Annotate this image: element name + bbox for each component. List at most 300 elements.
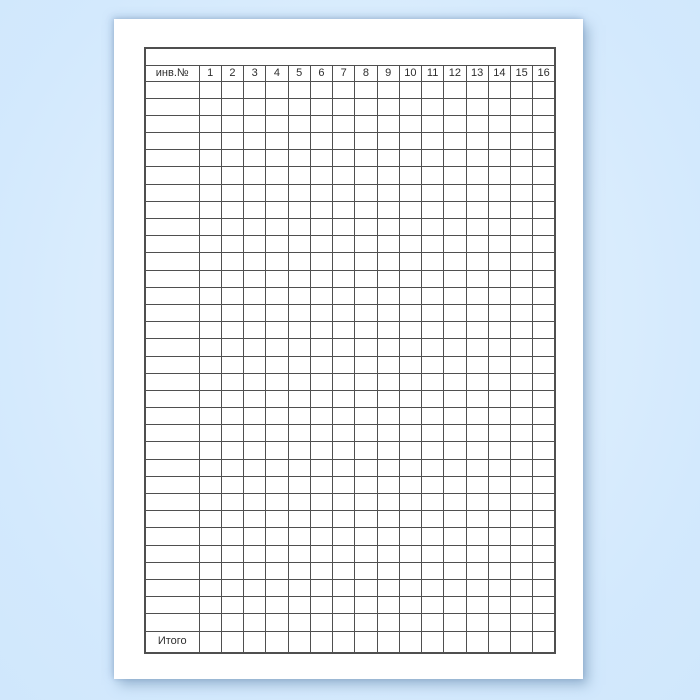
grid-cell <box>244 442 266 459</box>
grid-cell <box>333 201 355 218</box>
grid-cell <box>533 511 555 528</box>
grid-cell <box>511 236 533 253</box>
grid-cell <box>488 459 510 476</box>
grid-cell <box>533 545 555 562</box>
grid-cell <box>533 390 555 407</box>
grid-cell <box>466 322 488 339</box>
grid-cell <box>377 270 399 287</box>
grid-cell <box>533 98 555 115</box>
grid-cell <box>333 425 355 442</box>
grid-cell <box>221 270 243 287</box>
grid-cell <box>355 167 377 184</box>
grid-cell <box>221 408 243 425</box>
grid-cell <box>244 528 266 545</box>
grid-cell <box>221 459 243 476</box>
grid-cell <box>511 322 533 339</box>
grid-cell <box>422 81 444 98</box>
grid-cell <box>244 287 266 304</box>
grid-cell <box>221 356 243 373</box>
grid-cell <box>310 98 332 115</box>
column-header-cell: 8 <box>355 65 377 81</box>
grid-cell <box>266 545 288 562</box>
grid-cell <box>244 373 266 390</box>
grid-cell <box>399 339 421 356</box>
grid-cell <box>199 408 221 425</box>
table-row <box>145 373 555 390</box>
grid-cell <box>333 511 355 528</box>
grid-cell <box>333 98 355 115</box>
grid-cell <box>533 219 555 236</box>
grid-cell <box>533 562 555 579</box>
grid-cell <box>511 442 533 459</box>
grid-cell <box>288 133 310 150</box>
grid-cell <box>355 236 377 253</box>
grid-cell <box>399 98 421 115</box>
grid-cell <box>444 476 466 493</box>
grid-cell <box>533 167 555 184</box>
grid-cell <box>333 219 355 236</box>
grid-cell <box>288 253 310 270</box>
grid-cell <box>377 442 399 459</box>
grid-cell <box>444 459 466 476</box>
grid-cell <box>310 511 332 528</box>
grid-cell <box>355 287 377 304</box>
grid-cell <box>244 425 266 442</box>
column-header-cell: 4 <box>266 65 288 81</box>
grid-cell <box>310 253 332 270</box>
grid-cell <box>533 356 555 373</box>
grid-cell <box>288 511 310 528</box>
table-body <box>145 48 555 653</box>
grid-cell <box>355 322 377 339</box>
grid-cell <box>422 236 444 253</box>
grid-cell <box>511 528 533 545</box>
grid-cell <box>377 631 399 653</box>
grid-cell <box>266 562 288 579</box>
grid-cell <box>533 408 555 425</box>
grid-cell <box>466 442 488 459</box>
grid-cell <box>422 442 444 459</box>
grid-cell <box>511 253 533 270</box>
grid-cell <box>266 322 288 339</box>
grid-cell <box>533 579 555 596</box>
grid-cell <box>488 511 510 528</box>
grid-cell <box>244 562 266 579</box>
grid-cell <box>533 614 555 631</box>
grid-cell <box>333 184 355 201</box>
grid-cell <box>422 425 444 442</box>
grid-cell <box>310 339 332 356</box>
grid-cell <box>422 219 444 236</box>
grid-cell <box>288 459 310 476</box>
grid-cell <box>310 133 332 150</box>
grid-cell <box>488 390 510 407</box>
grid-cell <box>511 304 533 321</box>
grid-cell <box>444 408 466 425</box>
grid-cell <box>488 115 510 132</box>
grid-cell <box>221 562 243 579</box>
grid-cell <box>377 253 399 270</box>
table-row <box>145 133 555 150</box>
grid-cell <box>288 614 310 631</box>
grid-cell <box>199 511 221 528</box>
grid-cell <box>310 494 332 511</box>
grid-cell <box>288 167 310 184</box>
grid-cell <box>488 270 510 287</box>
grid-cell <box>355 494 377 511</box>
grid-cell <box>221 253 243 270</box>
grid-cell <box>355 614 377 631</box>
grid-cell <box>399 494 421 511</box>
grid-cell <box>199 304 221 321</box>
grid-cell <box>511 408 533 425</box>
grid-cell <box>488 408 510 425</box>
grid-cell <box>310 304 332 321</box>
grid-cell <box>221 184 243 201</box>
grid-cell <box>533 81 555 98</box>
grid-cell <box>333 356 355 373</box>
table-row <box>145 81 555 98</box>
grid-cell <box>244 201 266 218</box>
grid-cell <box>488 339 510 356</box>
grid-cell <box>221 614 243 631</box>
grid-cell <box>444 528 466 545</box>
grid-cell <box>288 81 310 98</box>
grid-cell <box>488 236 510 253</box>
row-label-cell <box>145 322 199 339</box>
grid-cell <box>266 614 288 631</box>
grid-cell <box>488 631 510 653</box>
grid-cell <box>244 98 266 115</box>
grid-cell <box>310 270 332 287</box>
grid-cell <box>266 494 288 511</box>
grid-cell <box>511 390 533 407</box>
table-row <box>145 579 555 596</box>
grid-cell <box>399 270 421 287</box>
grid-cell <box>377 425 399 442</box>
grid-cell <box>444 494 466 511</box>
table-row <box>145 322 555 339</box>
grid-cell <box>444 511 466 528</box>
grid-cell <box>488 304 510 321</box>
grid-cell <box>533 631 555 653</box>
column-header-cell: 12 <box>444 65 466 81</box>
grid-cell <box>377 579 399 596</box>
grid-cell <box>511 476 533 493</box>
grid-cell <box>199 390 221 407</box>
grid-cell <box>288 442 310 459</box>
grid-cell <box>333 579 355 596</box>
grid-cell <box>488 562 510 579</box>
grid-cell <box>333 304 355 321</box>
grid-cell <box>533 304 555 321</box>
grid-cell <box>422 511 444 528</box>
table-row <box>145 184 555 201</box>
table-row <box>145 150 555 167</box>
grid-cell <box>488 442 510 459</box>
grid-cell <box>266 219 288 236</box>
grid-cell <box>333 528 355 545</box>
table-row <box>145 528 555 545</box>
grid-cell <box>511 579 533 596</box>
table-row <box>145 476 555 493</box>
grid-cell <box>244 631 266 653</box>
table-row <box>145 270 555 287</box>
grid-cell <box>288 115 310 132</box>
grid-cell <box>533 425 555 442</box>
grid-cell <box>266 201 288 218</box>
grid-cell <box>511 373 533 390</box>
grid-cell <box>533 270 555 287</box>
grid-cell <box>488 545 510 562</box>
grid-cell <box>266 459 288 476</box>
row-label-cell <box>145 253 199 270</box>
grid-cell <box>466 219 488 236</box>
row-label-cell <box>145 219 199 236</box>
grid-cell <box>244 494 266 511</box>
grid-cell <box>221 579 243 596</box>
grid-cell <box>333 562 355 579</box>
grid-cell <box>355 408 377 425</box>
grid-cell <box>399 373 421 390</box>
column-header-cell: 16 <box>533 65 555 81</box>
inventory-table <box>144 47 556 654</box>
grid-cell <box>355 631 377 653</box>
table-row <box>145 545 555 562</box>
grid-cell <box>444 201 466 218</box>
grid-cell <box>422 459 444 476</box>
grid-cell <box>355 459 377 476</box>
grid-cell <box>221 115 243 132</box>
grid-cell <box>266 476 288 493</box>
grid-cell <box>244 184 266 201</box>
grid-cell <box>310 562 332 579</box>
table-row <box>145 236 555 253</box>
grid-cell <box>310 631 332 653</box>
grid-cell <box>221 304 243 321</box>
grid-cell <box>199 167 221 184</box>
grid-cell <box>488 322 510 339</box>
grid-cell <box>199 339 221 356</box>
grid-cell <box>288 494 310 511</box>
grid-cell <box>377 373 399 390</box>
row-label-cell <box>145 115 199 132</box>
row-label-cell <box>145 287 199 304</box>
grid-cell <box>221 631 243 653</box>
grid-cell <box>288 390 310 407</box>
grid-cell <box>444 219 466 236</box>
grid-cell <box>511 545 533 562</box>
table-top-spacer-row <box>145 48 555 65</box>
grid-cell <box>333 322 355 339</box>
grid-cell <box>310 476 332 493</box>
grid-cell <box>377 511 399 528</box>
grid-cell <box>377 528 399 545</box>
table-row <box>145 253 555 270</box>
column-header-cell: 3 <box>244 65 266 81</box>
table-row <box>145 98 555 115</box>
grid-cell <box>221 201 243 218</box>
grid-cell <box>399 253 421 270</box>
grid-cell <box>310 287 332 304</box>
grid-cell <box>399 133 421 150</box>
column-header-cell: 14 <box>488 65 510 81</box>
grid-cell <box>266 184 288 201</box>
column-header-cell: 13 <box>466 65 488 81</box>
grid-cell <box>288 562 310 579</box>
table-row <box>145 287 555 304</box>
grid-cell <box>466 201 488 218</box>
row-label-cell <box>145 150 199 167</box>
grid-cell <box>422 304 444 321</box>
grid-cell <box>266 304 288 321</box>
column-header-cell: 9 <box>377 65 399 81</box>
grid-cell <box>444 425 466 442</box>
grid-cell <box>422 133 444 150</box>
row-label-cell <box>145 236 199 253</box>
grid-cell <box>310 356 332 373</box>
grid-cell <box>288 219 310 236</box>
grid-cell <box>377 322 399 339</box>
grid-cell <box>221 373 243 390</box>
corner-label-cell: инв.№ <box>145 65 199 81</box>
grid-cell <box>422 408 444 425</box>
grid-cell <box>288 597 310 614</box>
grid-cell <box>244 614 266 631</box>
row-label-cell <box>145 373 199 390</box>
grid-cell <box>244 304 266 321</box>
grid-cell <box>221 545 243 562</box>
grid-cell <box>422 597 444 614</box>
grid-cell <box>511 133 533 150</box>
grid-cell <box>244 253 266 270</box>
grid-cell <box>199 287 221 304</box>
grid-cell <box>355 528 377 545</box>
grid-cell <box>221 81 243 98</box>
grid-cell <box>266 390 288 407</box>
grid-cell <box>377 614 399 631</box>
grid-cell <box>266 631 288 653</box>
grid-cell <box>399 614 421 631</box>
grid-cell <box>199 133 221 150</box>
grid-cell <box>266 167 288 184</box>
grid-cell <box>488 253 510 270</box>
grid-cell <box>333 253 355 270</box>
column-header-cell: 2 <box>221 65 243 81</box>
grid-cell <box>377 201 399 218</box>
grid-cell <box>199 98 221 115</box>
grid-cell <box>488 494 510 511</box>
table-row <box>145 390 555 407</box>
grid-cell <box>377 408 399 425</box>
grid-cell <box>377 390 399 407</box>
grid-cell <box>377 339 399 356</box>
row-label-cell <box>145 408 199 425</box>
grid-cell <box>244 390 266 407</box>
grid-cell <box>422 562 444 579</box>
grid-cell <box>266 133 288 150</box>
grid-cell <box>333 631 355 653</box>
grid-cell <box>444 133 466 150</box>
grid-cell <box>533 184 555 201</box>
grid-cell <box>466 545 488 562</box>
grid-cell <box>288 476 310 493</box>
grid-cell <box>466 373 488 390</box>
grid-cell <box>355 219 377 236</box>
grid-cell <box>422 579 444 596</box>
grid-cell <box>533 287 555 304</box>
grid-cell <box>488 81 510 98</box>
column-header-cell: 10 <box>399 65 421 81</box>
grid-cell <box>244 167 266 184</box>
row-label-cell <box>145 425 199 442</box>
grid-cell <box>310 459 332 476</box>
grid-cell <box>310 322 332 339</box>
grid-cell <box>444 545 466 562</box>
grid-cell <box>422 614 444 631</box>
grid-cell <box>444 253 466 270</box>
grid-cell <box>355 270 377 287</box>
grid-cell <box>310 81 332 98</box>
grid-cell <box>444 81 466 98</box>
grid-cell <box>422 339 444 356</box>
grid-cell <box>511 270 533 287</box>
grid-cell <box>221 476 243 493</box>
row-label-cell <box>145 390 199 407</box>
grid-cell <box>333 373 355 390</box>
grid-cell <box>333 597 355 614</box>
grid-cell <box>466 81 488 98</box>
grid-cell <box>355 253 377 270</box>
grid-cell <box>266 270 288 287</box>
grid-cell <box>399 356 421 373</box>
grid-cell <box>377 545 399 562</box>
spacer-cell <box>145 48 555 65</box>
grid-cell <box>488 528 510 545</box>
grid-cell <box>511 459 533 476</box>
grid-cell <box>533 236 555 253</box>
grid-cell <box>244 459 266 476</box>
grid-cell <box>355 304 377 321</box>
grid-cell <box>266 98 288 115</box>
grid-cell <box>533 150 555 167</box>
table-row <box>145 459 555 476</box>
grid-cell <box>399 459 421 476</box>
grid-cell <box>444 150 466 167</box>
grid-cell <box>399 81 421 98</box>
grid-cell <box>333 270 355 287</box>
grid-cell <box>221 511 243 528</box>
row-label-cell <box>145 356 199 373</box>
grid-cell <box>444 184 466 201</box>
column-header-cell: 5 <box>288 65 310 81</box>
grid-cell <box>444 442 466 459</box>
grid-cell <box>266 373 288 390</box>
grid-cell <box>288 98 310 115</box>
grid-cell <box>399 579 421 596</box>
grid-cell <box>310 373 332 390</box>
grid-cell <box>533 442 555 459</box>
grid-cell <box>444 304 466 321</box>
grid-cell <box>266 511 288 528</box>
grid-cell <box>310 528 332 545</box>
table-row <box>145 597 555 614</box>
grid-cell <box>377 167 399 184</box>
grid-cell <box>444 270 466 287</box>
table-row <box>145 511 555 528</box>
grid-cell <box>333 408 355 425</box>
grid-cell <box>399 408 421 425</box>
